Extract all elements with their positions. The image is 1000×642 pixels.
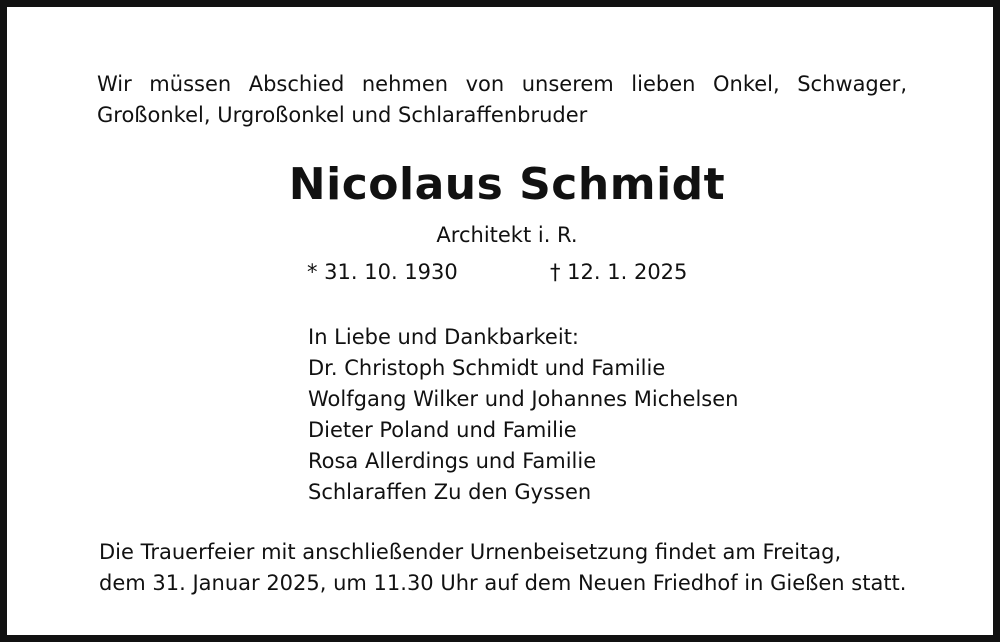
mourners-heading: In Liebe und Dankbarkeit: [308,325,580,349]
funeral-service-info [99,537,919,599]
birth-date: * 31. 10. 1930 [307,260,458,284]
service-line-1: Die Trauerfeier mit anschließender Urnenbeisetzung findet am Freitag, [99,540,842,564]
intro-text [97,69,907,131]
service-line-2: dem 31. Januar 2025, um 11.30 Uhr auf dem Neuen Friedhof in Gießen statt. [99,571,907,595]
mourners-list [308,322,738,508]
deceased-name: Nicolaus Schmidt [288,159,726,210]
intro-line-2: Großonkel, Urgroßonkel und Schlaraffenbruder [97,103,588,127]
intro-line-1: Wir müssen Abschied nehmen von unserem lieben Onkel, Schwager, [97,72,907,96]
mourner-name: Schlaraffen Zu den Gyssen [308,480,592,504]
death-date: † 12. 1. 2025 [550,260,688,284]
mourner-name: Wolfgang Wilker und Johannes Michelsen [308,387,739,411]
deceased-profession: Architekt i. R. [436,223,578,247]
mourner-name: Rosa Allerdings und Familie [308,449,597,473]
mourner-name: Dieter Poland und Familie [308,418,577,442]
mourner-name: Dr. Christoph Schmidt und Familie [308,356,666,380]
